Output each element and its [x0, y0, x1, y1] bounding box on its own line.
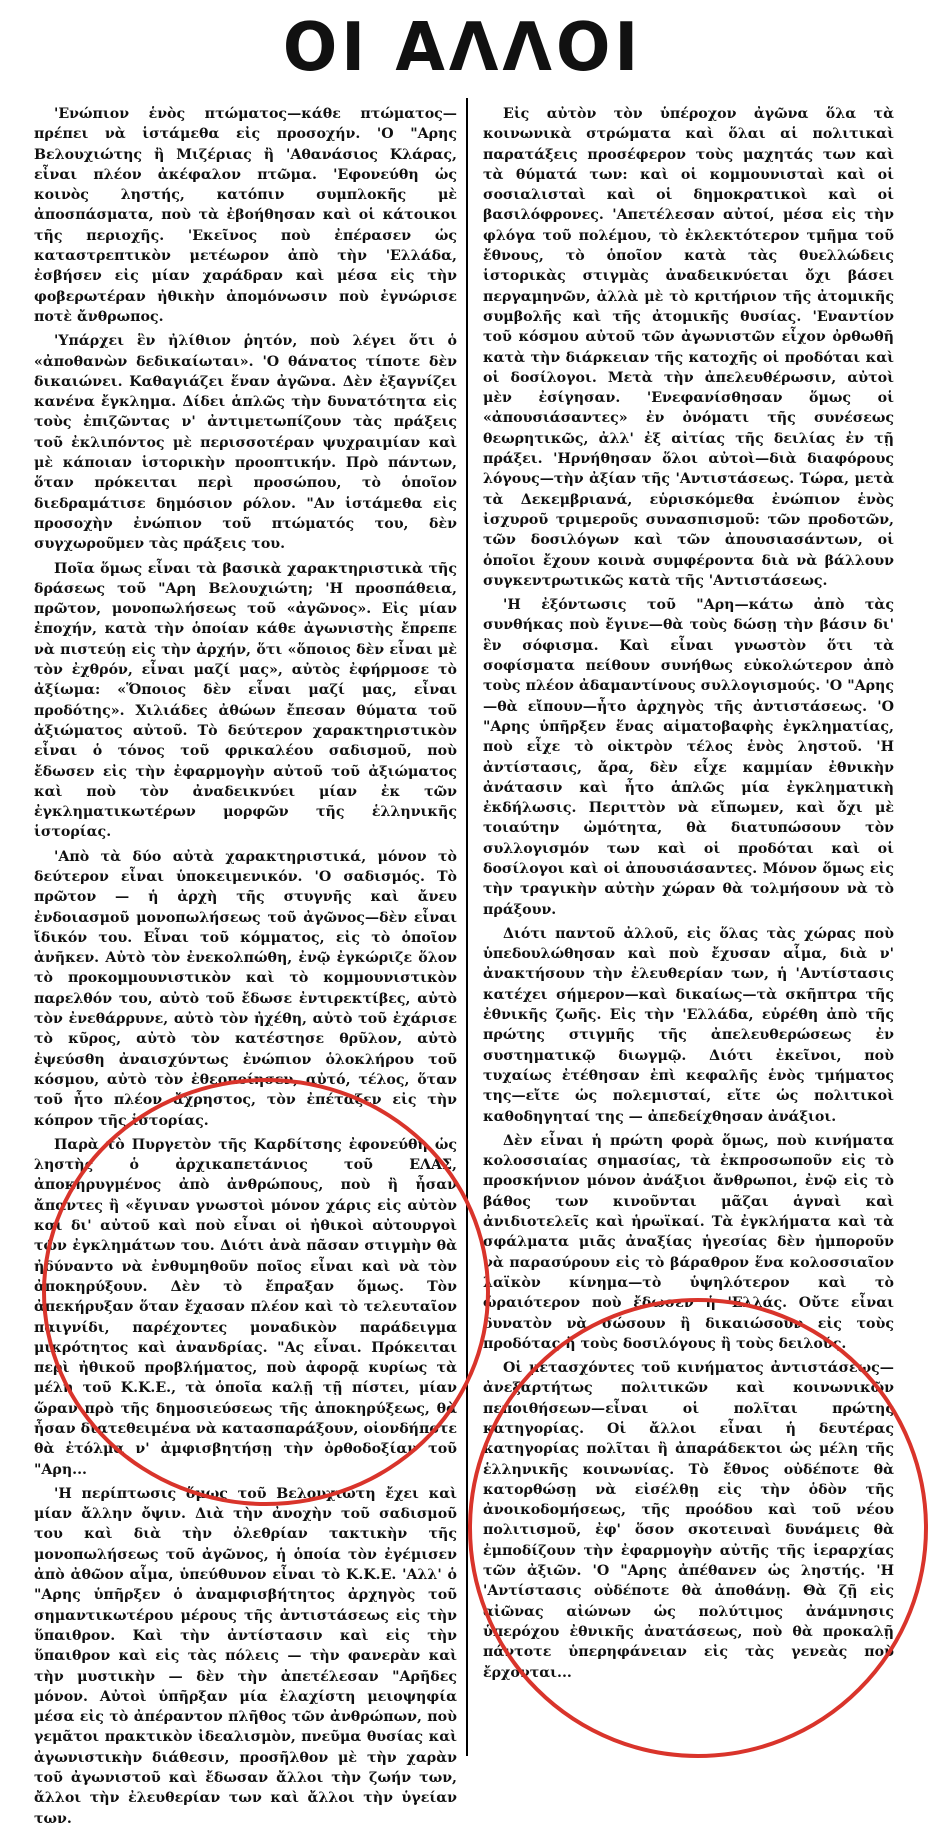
column-divider	[466, 98, 468, 1756]
left-paragraph-5: Παρὰ τὸ Πυργετὸν τῆς Καρδίτσης ἐφονεύθη ὡς ληστὴς ὁ ἀρχικαπετάνιος τοῦ ΕΛΑΣ, ἀποκηρυγμένος ἀπὸ ἀνθρώπους, ποὺ ἢ ἦσαν ἄπαντες ἢ «ἔγιναν γνωστοὶ μόνον χάρις εἰς αὐτὸν καὶ δι' αὐτοῦ καὶ ποὺ εἶναι οἱ ἠθικοὶ αὐτουργοὶ τῶν ἐγκλημάτων του. Διότι ἀνὰ πᾶσαν στιγμὴν θὰ ἠδύναντο νὰ ἐνθυμηθοῦν ποῖος εἶναι καὶ νὰ τὸν ἀποκηρύξουν. Δὲν τὸ ἔπραξαν ὅμως. Τὸν ἀπεκήρυξαν ὅταν ἔχασαν πλέον καὶ τὸ τελευταῖον παιγνίδι, παρέχοντες μοναδικὸν παράδειγμα μικρότητος καὶ ἀνανδρίας. "Ας εἶναι. Πρόκειται περὶ ἠθικοῦ προβλήματος, ποὺ ἀφορᾷ κυρίως τὰ μέλη τοῦ Κ.Κ.Ε., τὰ ὁποῖα καλῇ τῇ πίστει, μίαν ὥραν πρὸ τῆς δημοσιεύσεως τῆς ἀποκηρύξεως, θὰ ἦσαν διατεθειμένα νὰ κατασπαράξουν, οἱονδήποτε θὰ ἐτόλμα ν' ἀμφισβητήσῃ τὴν ὀρθοδοξίαν τοῦ "Αρη...	[34, 1136, 457, 1478]
right-paragraph-4: Δὲν εἶναι ἡ πρώτη φορὰ ὅμως, ποὺ κινήματα κολοσσιαίας σημασίας, τὰ ἐκπροσωποῦν εἰς τὸ προσκήνιον μόνον ἀνάξιοι ἄνθρωποι, ἐνῷ εἰς τὸ βάθος των κινοῦνται μᾶζαι ἁγναὶ καὶ ἀνιδιοτελεῖς καὶ ἡρωϊκαί. Τὰ ἐγκλήματα καὶ τὰ σφάλματα μιᾶς ἀναξίας ἡγεσίας δὲν ἠμποροῦν νὰ παρασύρουν εἰς τὸ βάραθρον ἕνα κολοσσιαῖον λαϊκὸν κίνημα—τὸ ὑψηλότερον καὶ τὸ ὡραιότερον ποὺ ἔδωσεν ἡ 'Ελλάς. Οὔτε εἶναι δυνατὸν νὰ σώσουν ἢ δικαιώσουν εἰς τοὺς προδότας ἢ τοὺς δοσιλόγους ἢ τοὺς δειλούς.	[483, 1132, 894, 1352]
left-paragraph-4: 'Απὸ τὰ δύο αὐτὰ χαρακτηριστικά, μόνον τὸ δεύτερον εἶναι ὑποκειμενικόν. 'Ο σαδισμός. Τὸ πρῶτον — ἡ ἀρχὴ τῆς στυγνῆς καὶ ἄνευ ἐνδοιασμοῦ μονοπωλήσεως τοῦ ἀγῶνος—δὲν εἶναι ἴδικόν του. Εἶναι τοῦ κόμματος, εἰς τὸ ὁποῖον ἀνῆκεν. Αὐτὸ τὸν ἐνεκολπώθη, ἐνῷ ἐγκώριζε ὅλον τὸ προκομμουνιστικὸν καὶ τὸ κομμουνιστικὸν παρελθόν του, αὐτὸ τοῦ ἔδωσε ἐντιρεκτίβες, αὐτὸ τὸν ἐνεθάρρυνε, αὐτὸ τὸν ἠχέθη, αὐτὸ τοῦ ἐχάρισε τὸ κῦρος, αὐτὸ τὸν κατέστησε θρῦλον, αὐτὸ ἐψεύσθη ἀναισχύντως ἐνώπιον ὁλοκλήρου τοῦ κόσμου, αὐτὸ τὸν ἐθεοποίησεν, αὐτό, τέλος, ὅταν τοῦ ἦτο πλέον ἄχρηστος, τὸν ἐπέταξεν εἰς τὴν κόπρον τῆς ἱστορίας.	[34, 848, 457, 1129]
right-column	[483, 104, 894, 1752]
right-paragraph-2: 'Η ἐξόντωσις τοῦ "Αρη—κάτω ἀπὸ τὰς συνθήκας ποὺ ἔγινε—θὰ τοὺς δώσῃ τὴν βάσιν δι' ἓν σόφισμα. Καὶ εἶναι γνωστὸν ὅτι τὰ σοφίσματα πείθουν συνήθως εὐκολώτερον ἀπὸ τοὺς πλέον ἀδαμαντίνους συλλογισμούς. 'Ο "Αρης —θὰ εἴπουν—ἦτο ἀρχηγὸς τῆς ἀντιστάσεως. 'Ο "Αρης ὑπῆρξεν ἕνας αἱματοβαφὴς ἐγκληματίας, ποὺ εἶχε τὸ οἰκτρὸν τέλος ἑνὸς ληστοῦ. 'Η ἀντίστασις, ἄρα, δὲν εἶχε καμμίαν ἐθνικὴν ἀνάτασιν καὶ ἦτο ἁπλῶς μία ἐγκληματικὴ ἐκδήλωσις. Περιττὸν νὰ εἴπωμεν, καὶ ὄχι μὲ τοιαύτην ὠμότητα, θὰ διατυπώσουν τὸν συλλογισμόν των καὶ οἱ προδόται καὶ οἱ δοσίλογοι καὶ οἱ ἀπουσιάσαντες. Μόνον ὅμως εἰς τὴν τραγικὴν αὐτὴν χώραν θὰ τολμήσουν νὰ τὸ πράξουν.	[483, 597, 894, 918]
right-paragraph-3: Διότι παντοῦ ἀλλοῦ, εἰς ὅλας τὰς χώρας ποὺ ὑπεδουλώθησαν καὶ ποὺ ἔχυσαν αἷμα, διὰ ν' ἀνακτήσουν τὴν ἐλευθερίαν των, ἡ 'Αντίστασις κατέχει σήμερον—καὶ δικαίως—τὰ σκῆπτρα τῆς ἐθνικῆς ζωῆς. Εἰς τὴν 'Ελλάδα, εὑρέθη ἀπὸ τῆς πρώτης στιγμῆς τῆς ἀπελευθερώσεως ἐν συστηματικῷ διωγμῷ. Διότι ἐκεῖνοι, ποὺ τυχαίως ἐτέθησαν ἐπὶ κεφαλῆς ἑνὸς τμήματος της—εἴτε ὡς πολεμισταί, εἴτε ὡς πολιτικοὶ καθοδηγηταί της — ἀπεδείχθησαν ἀνάξιοι.	[483, 925, 894, 1125]
right-paragraph-1: Εἰς αὐτὸν τὸν ὑπέροχον ἀγῶνα ὅλα τὰ κοινωνικὰ στρώματα καὶ ὅλαι αἱ πολιτικαὶ παρατάξεις προσέφερον τοὺς μαχητάς των καὶ τὰ θύματά των: καὶ οἱ κομμουνισταὶ καὶ οἱ σοσιαλισταὶ καὶ οἱ δημοκρατικοὶ καὶ οἱ βασιλόφρονες. 'Απετέλεσαν αὐτοί, μέσα εἰς τὴν φλόγα τοῦ πολέμου, τὸ ἐκλεκτότερον τμῆμα τοῦ ἔθνους, τὸ ὁποῖον κατὰ τὰς θυελλώδεις ἱστορικὰς στιγμὰς ἀναδεικνύεται ὄχι βάσει περγαμηνῶν, ἀλλὰ μὲ τὸ κριτήριον τῆς ἀτομικῆς συμβολῆς καὶ τῆς ἀτομικῆς θυσίας. 'Εναντίον τοῦ κόσμου αὐτοῦ τῶν ἀγωνιστῶν εἶχον ὀρθωθῆ κατὰ τὴν διάρκειαν τῆς κατοχῆς οἱ προδόται καὶ οἱ δοσίλογοι. Μετὰ τὴν ἀπελευθέρωσιν, αὐτοὶ μὲν ἐσίγησαν. 'Ενεφανίσθησαν ὅμως οἱ «ἀπουσιάσαντες» ἐν ὀνόματι τῆς συνέσεως θεωρητικῶς, ἀλλ' ἐξ αἰτίας τῆς δειλίας ἐν τῇ πράξει. 'Ηρνήθησαν ὅλοι αὐτοὶ—διὰ διαφόρους λόγους—τὴν ἀξίαν τῆς 'Αντιστάσεως. Τώρα, μετὰ τὰ Δεκεμβριανά, εὑρισκόμεθα ἐνώπιον ἑνὸς ἰσχυροῦ τριμεροῦς συνασπισμοῦ: τῶν προδοτῶν, τῶν δοσιλόγων καὶ τῶν ἀπουσιασάντων, οἱ ὁποῖοι ἔχουν κοινὰ συμφέροντα διὰ νὰ βάλλουν συγκεντρωτικῶς κατὰ τῆς 'Αντιστάσεως.	[483, 106, 894, 589]
left-paragraph-1: 'Ενώπιον ἑνὸς πτώματος—κάθε πτώματος—πρέπει νὰ ἱστάμεθα εἰς προσοχήν. 'Ο "Αρης Βελουχιώτης ἢ Μιζέριας ἢ 'Αθανάσιος Κλάρας, εἶναι πλέον ἀκέφαλον πτῶμα. 'Εφονεύθη ὡς κοινὸς ληστής, κατόπιν συμπλοκῆς μὲ ἀποσπάσματα, ποὺ τὰ ἐβοήθησαν καὶ οἱ κάτοικοι τῆς περιοχῆς. 'Εκεῖνος ποὺ ἐπέρασεν ὡς καταστρεπτικὸν μετέωρον ἀπὸ τὴν 'Ελλάδα, ἐσβήσεν εἰς μίαν χαράδραν καὶ μέσα εἰς τὴν φοβερωτέραν ἠθικὴν ἀπομόνωσιν ποὺ ἐγνώρισε ποτὲ ἄνθρωπος.	[34, 106, 457, 325]
left-paragraph-2: 'Υπάρχει ἓν ἠλίθιον ῥητόν, ποὺ λέγει ὅτι ὁ «ἀποθανὼν δεδικαίωται». 'Ο θάνατος τίποτε δὲν δικαιώνει. Καθαγιάζει ἕναν ἀγῶνα. Δὲν ἐξαγνίζει κανένα ἔγκλημα. Δίδει ἁπλῶς τὴν δυνατότητα εἰς τοὺς ἐπιζῶντας ν' ἀντιμετωπίζουν τὰς πράξεις τοῦ ἐκλιπόντος μὲ περισσοτέραν ψυχραιμίαν καὶ μὲ κάποιαν ἱστορικὴν προοπτικήν. Πρὸ πάντων, ὅταν πρόκειται περὶ προσώπου, τὸ ὁποῖον διεδραμάτισε δημόσιον ρόλον. "Αν ἱστάμεθα εἰς προσοχὴν ἐνώπιον τοῦ πτώματός του, δὲν συγχωροῦμεν τὰς πράξεις του.	[34, 333, 457, 553]
left-paragraph-6: 'Η περίπτωσις ὅμως τοῦ Βελουχιώτη ἔχει καὶ μίαν ἄλλην ὄψιν. Διὰ τὴν ἀνοχὴν τοῦ σαδισμοῦ του καὶ διὰ τὴν ὀλεθρίαν τακτικὴν τῆς μονοπωλήσεως τοῦ ἀγῶνος, ἡ ὁποία τὸν ἐγέμισεν ἀπὸ ἀθῶον αἷμα, ὑπεύθυνον εἶναι τὸ Κ.Κ.Ε. 'Αλλ' ὁ "Αρης ὑπῆρξεν ὁ ἀναμφισβήτητος ἀρχηγὸς τοῦ σημαντικωτέρου μέρους τῆς ἀντιστάσεως εἰς τὴν ὕπαιθρον. Καὶ τὴν ἀντίστασιν καὶ εἰς τὴν ὕπαιθρον καὶ εἰς τὰς πόλεις — τὴν φανερὰν καὶ τὴν μυστικὴν — δὲν τὴν ἀπετέλεσαν "Αρῆδες μόνον. Αὐτοὶ ὑπῆρξαν μία ἐλαχίστη μειοψηφία μέσα εἰς τὸ ἀπέραντον πλῆθος τῶν ἀνθρώπων, ποὺ γεμᾶτοι πρακτικὸν ἰδεαλισμὸν, πνεῦμα θυσίας καὶ ἀγωνιστικὴν διάθεσιν, προσῆλθον μὲ τὴν χαρὰν τοῦ ἀγωνιστοῦ καὶ ἔδωσαν ἄλλοι τὴν ζωήν των, ἄλλοι τὴν ἐλευθερίαν των καὶ ἄλλοι τὴν ὑγείαν των.	[34, 1485, 457, 1827]
right-paragraph-5: Οἱ μετασχόντες τοῦ κινήματος ἀντιστάσεως—ἀνεξαρτήτως πολιτικῶν καὶ κοινωνικῶν πεποιθήσεων—εἶναι οἱ πολῖται πρώτης κατηγορίας. Οἱ ἄλλοι εἶναι ἡ δευτέρας κατηγορίας πολῖται ἢ ἀπαράδεκτοι ὡς μέλη τῆς ἑλληνικῆς κοινωνίας. Τὸ ἔθνος οὐδέποτε θὰ κατορθώσῃ νὰ εἰσέλθῃ εἰς τὴν ὁδὸν τῆς ἀνοικοδομήσεως, τῆς προόδου καὶ τοῦ νέου πολιτισμοῦ, ἐφ' ὅσον σκοτειναὶ δυνάμεις θὰ ἐμποδίζουν τὴν ἐφαρμογὴν αὐτῆς τῆς ἱεραρχίας τῶν ἀξιῶν. 'Ο "Αρης ἀπέθανεν ὡς ληστής. 'Η 'Αντίστασις οὐδέποτε θὰ ἀποθάνῃ. Θὰ ζῇ εἰς αἰῶνας αἰώνων ὡς πολύτιμος ἀνάμνησις ὑπερόχου ἐθνικῆς ἀνατάσεως, ποὺ θὰ προκαλῇ πάντοτε ὑπερηφάνειαν εἰς τὰς γενεὰς ποὺ ἔρχονται...	[483, 1360, 894, 1681]
left-column	[34, 104, 457, 1827]
article-title: ΟΙ ΑΛΛΟΙ	[282, 9, 643, 87]
left-paragraph-3: Ποῖα ὅμως εἶναι τὰ βασικὰ χαρακτηριστικὰ τῆς δράσεως τοῦ "Αρη Βελουχιώτη; 'Η προσπάθεια, πρῶτον, μονοπωλήσεως τοῦ «ἀγῶνος». Εἰς μίαν ἐποχήν, κατὰ τὴν ὁποίαν κάθε ἀγωνιστὴς ἔπρεπε νὰ πιστεύῃ εἰς τὴν ἀρχήν, ὅτι «ὅποιος δὲν εἶναι μὲ τὸν ἐχθρόν, εἶναι μαζί μας», αὐτὸς ἐφήρμοσε τὸ ἀξίωμα: «Ὅποιος δὲν εἶναι μαζί μας, εἶναι προδότης». Χιλιάδες ἀθώων ἔπεσαν θύματα τοῦ ἀξιώματος αὐτοῦ. Τὸ δεύτερον χαρακτηριστικὸν εἶναι ὁ τόνος τοῦ φρικαλέου σαδισμοῦ, ποὺ ἔδωσεν εἰς τὴν ἐφαρμογὴν αὐτοῦ τοῦ ἀξιώματος καὶ ποὺ τὸν ἀναδεικνύει μίαν ἐκ τῶν ἐγκληματικωτέρων μορφῶν τῆς ἑλληνικῆς ἱστορίας.	[34, 560, 457, 841]
